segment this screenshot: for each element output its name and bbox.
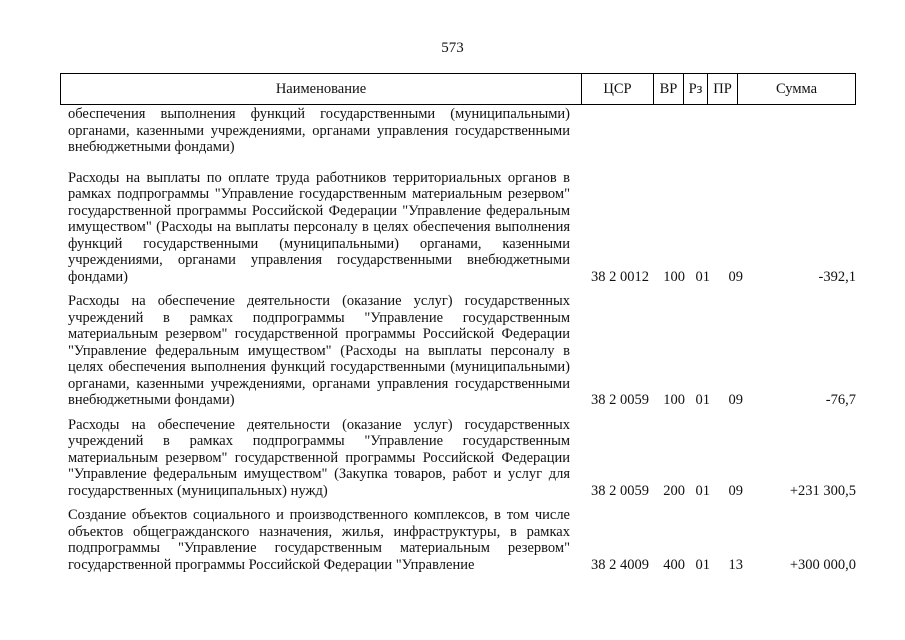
page-number: 573 [441,40,464,56]
table-header [60,73,856,105]
row-csr: 38 2 0059 [591,392,649,408]
row-name: Расходы на обеспечение деятельности (оказание услуг) государственных учреждений в рамках подпрограммы "Управление государственным материальным резервом" государственной программы Российской Федерации "Управление федеральным имуществом" (Расходы на выплаты персоналу в целях обеспечения выполнения функций государственными (муниципальными) органами, казенными учреждениями, органами управления государственными внебюджетными фондами) [68,293,570,408]
row-rz: 01 [695,268,710,285]
row-csr: 38 2 0012 [591,268,649,285]
row-sum: -76,7 [825,392,856,408]
row-pr: 13 [728,556,743,573]
row-vr: 200 [663,482,685,499]
row-name: Расходы на выплаты по оплате труда работников территориальных органов в рамках подпрограммы "Управление государственным материальным резервом" государственной программы Российской Федерации "Управление федеральным имуществом" (Расходы на выплаты персоналу в целях обеспечения выполнения функций государственными (муниципальными) органами, казенными учреждениями, органами управления государственными внебюджетными фондами) [68,169,570,285]
row-vr: 100 [663,392,685,408]
row-name: обеспечения выполнения функций государственными (муниципальными) органами, казенными учреждениями, органами управления государственными внебюджетными фондами) [68,106,570,155]
row-rz: 01 [695,556,710,573]
header-rz: Рз [683,74,707,104]
row-vr: 100 [663,268,685,285]
header-sum: Сумма [737,74,855,104]
row-pr: 09 [728,482,743,499]
header-vr: ВР [653,74,683,104]
row-csr: 38 2 4009 [591,556,649,573]
table-row [60,106,856,156]
header-name: Наименование [275,80,367,97]
row-sum: -392,1 [818,268,856,285]
row-pr: 09 [728,268,743,285]
row-name: Создание объектов социального и производственного комплексов, в том числе объектов общегражданского назначения, жилья, инфраструктуры, в рамках подпрограммы "Управление государственным материальным резервом" государственной программы Российской Федерации "Управление [68,507,570,573]
row-values [570,392,856,409]
row-vr: 400 [663,556,685,573]
row-values [570,483,856,500]
row-rz: 01 [695,392,710,408]
header-pr: ПР [707,74,737,104]
row-sum: +231 300,5 [789,482,856,499]
row-sum: +300 000,0 [789,556,856,573]
table-row [60,293,856,409]
table-body [60,106,856,581]
table-row [60,170,856,286]
row-rz: 01 [695,482,710,499]
header-csr: ЦСР [581,74,653,104]
row-pr: 09 [728,392,743,408]
table-row [60,417,856,500]
table-row [60,507,856,573]
row-values [570,557,856,574]
row-csr: 38 2 0059 [591,482,649,499]
row-name: Расходы на обеспечение деятельности (оказание услуг) государственных учреждений в рамках подпрограммы "Управление государственным материальным резервом" государственной программы Российской Федерации "Управление федеральным имуществом" (Закупка товаров, работ и услуг для государственных (муниципальных) нужд) [68,416,570,499]
row-values [570,269,856,286]
